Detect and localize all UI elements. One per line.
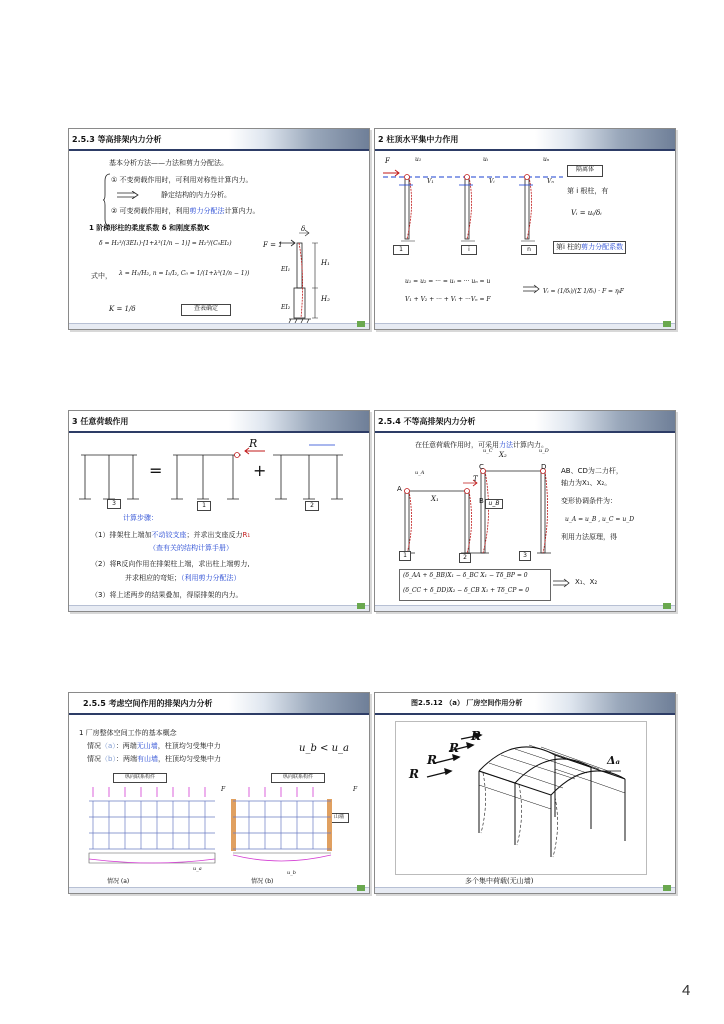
equals-sign: =: [149, 461, 163, 480]
label-F-b: F: [353, 786, 358, 793]
label-ui: uᵢ: [483, 156, 489, 163]
double-arrow-icon: [523, 283, 541, 295]
label-delta-a: Δₐ: [607, 754, 621, 767]
label-uB-box: u_B: [485, 499, 503, 509]
label-H2: H₂: [321, 295, 330, 303]
item-1: ① 不变荷载作用时，可利用对称性计算内力。: [111, 176, 253, 184]
eq-1: (δ_AA + δ_BB)X₁ − δ_BC X₁ − Tδ_BP = 0: [403, 572, 528, 579]
case-b: [87, 755, 221, 764]
header-rule: [69, 431, 369, 433]
city-skyline-banner: [229, 129, 369, 149]
brace-icon: [103, 173, 111, 227]
case-a: [87, 742, 221, 751]
slide-2: [374, 128, 676, 330]
footer-bar: [375, 605, 675, 611]
frame-bent-diagram: [379, 155, 565, 257]
label-Vi: Vᵢ: [489, 178, 495, 185]
label-Vn: Vₙ: [547, 178, 554, 185]
heading-highlight: 力法: [499, 441, 513, 449]
spatial-frame-plan-diagram: [83, 783, 363, 875]
caption-b: 情况 (b): [251, 878, 274, 885]
label-gable: 山墙: [329, 813, 349, 823]
case-a-tag: （a）: [101, 742, 116, 750]
double-arrow-icon: [553, 577, 571, 589]
next-slide-icon[interactable]: [357, 321, 365, 327]
item-2-post: 计算内力。: [224, 207, 260, 215]
column-box-i: i: [461, 245, 477, 255]
formula-K: K = 1/δ: [109, 305, 136, 313]
heading: 基本分析方法——力法和剪力分配法。: [109, 159, 228, 167]
case-b-pre: 情况: [87, 755, 101, 763]
case-a-pre: 情况: [87, 742, 101, 750]
slide-5: [68, 692, 370, 894]
diagram-box-3: 3: [107, 499, 121, 509]
slide-header: [375, 411, 675, 431]
slide-3: [68, 410, 370, 612]
label-un: uₙ: [543, 156, 550, 163]
header-rule: [69, 149, 369, 151]
label-u1: u₁: [415, 156, 422, 163]
diagram-box-2: 2: [305, 501, 319, 511]
eq-displacement: u₁ = u₂ = ··· = uᵢ = ··· uₙ = u: [405, 278, 491, 285]
item-1-detail: 静定结构的内力分析。: [161, 191, 231, 199]
eq-shear-distribution: Vᵢ = (1/δᵢ)/(Σ 1/δᵢ) · F = ηᵢF: [543, 288, 624, 295]
case-b-highlight: 有山墙: [136, 755, 158, 763]
city-skyline-banner: [535, 693, 675, 713]
label-C: C: [479, 463, 484, 471]
step-2: （2）将R反向作用在排架柱上端，求出柱上端剪力,: [91, 560, 250, 568]
city-skyline-banner: [535, 411, 675, 431]
header-rule: [375, 149, 675, 151]
slide-header: [69, 129, 369, 149]
label-ua: u_a: [193, 866, 202, 872]
label-H1: H₁: [321, 259, 330, 267]
figure-caption: 多个集中荷载(无山墙): [465, 877, 534, 885]
step-1-R: R₁: [242, 531, 251, 539]
slide-title: 3 任意荷载作用: [72, 417, 129, 426]
formula-F: F = 1: [263, 241, 283, 249]
eq-shear-sum: V₁ + V₂ + ··· + Vᵢ + ···Vₙ = F: [405, 296, 491, 303]
heading-pre: 在任意荷载作用时，可采用: [415, 441, 499, 449]
label-longitudinal-a: 纵向联系构件: [113, 773, 167, 783]
step-1-pre: （1）排架柱上端加: [91, 531, 152, 539]
step-2b-pre: 并求相应的弯矩；: [125, 574, 181, 582]
share-coefficient-box: [553, 241, 626, 254]
slide-title: 2.5.3 等高排架内力分析: [72, 135, 162, 144]
plus-sign: +: [253, 461, 267, 480]
slide-title: 图2.5.12 （a） 厂房空间作用分析: [411, 699, 523, 707]
label-T: T: [473, 475, 478, 483]
diagram-box-1: 1: [399, 551, 411, 561]
eq-2: (δ_CC + δ_DD)X₂ − δ_CB X₁ + Tδ_CP = 0: [403, 587, 530, 594]
next-slide-icon[interactable]: [357, 603, 365, 609]
footer-bar: [69, 887, 369, 893]
step-1-highlight: 不动铰支座: [151, 531, 187, 539]
text-compatibility: 变形协调条件为：: [561, 497, 617, 505]
subheading: 1 阶梯形柱的柔度系数 δ 和刚度系数K: [89, 224, 210, 232]
step-2b-highlight: （利用剪力分配法）: [181, 574, 241, 582]
label-ub: u_b: [287, 870, 296, 876]
city-skyline-banner: [229, 693, 369, 713]
label-EI2: EI₂: [281, 304, 291, 311]
item-2-highlight: 剪力分配法: [189, 207, 225, 215]
result: X₁、X₂: [575, 578, 598, 586]
label-delta: δ: [301, 225, 306, 233]
label-X2: X₂: [499, 451, 507, 459]
factory-space-frame-diagram: [459, 733, 635, 863]
lookup-box: 查表确定: [181, 304, 231, 316]
label-R-1: R: [409, 767, 419, 781]
case-a-highlight: 无山墙: [136, 742, 158, 750]
diagram-box-3: 3: [519, 551, 531, 561]
column-box-n: n: [521, 245, 537, 255]
next-slide-icon[interactable]: [357, 885, 365, 891]
label-F-a: F: [221, 786, 226, 793]
column-i-text: 第 i 根柱，有: [567, 187, 609, 195]
city-skyline-banner: [535, 129, 675, 149]
label-R: R: [249, 437, 258, 450]
slide-1: [68, 128, 370, 330]
label-F: F: [385, 157, 390, 165]
label-R-3: R: [449, 741, 459, 755]
footer-bar: [69, 323, 369, 329]
subheading: 1 厂房整体空间工作的基本概念: [79, 729, 177, 737]
slide-header: [375, 693, 675, 713]
text-two-force: AB、CD为二力杆，: [561, 467, 623, 475]
slide-header: [69, 411, 369, 431]
double-arrow-icon: [117, 191, 139, 199]
case-b-tag: （b）: [101, 755, 116, 763]
slide-header: [69, 693, 369, 713]
diagram-box-2: 2: [459, 553, 471, 563]
footer-bar: [375, 323, 675, 329]
label-B: B: [479, 497, 484, 505]
label-R-2: R: [427, 753, 437, 767]
heading-post: 计算内力。: [513, 441, 548, 449]
steps-title: 计算步骤：: [123, 514, 158, 522]
label-EI1: EI₁: [281, 266, 291, 273]
item-2: [111, 207, 260, 216]
slide-title: 2.5.4 不等高排架内力分析: [378, 417, 476, 426]
case-b-post: ，柱顶均匀受集中力: [157, 755, 221, 763]
next-slide-icon[interactable]: [663, 603, 671, 609]
case-b-mid: ：两端: [115, 755, 137, 763]
label-uD: u_D: [539, 448, 549, 454]
text-force-method: 利用力法原理，得: [561, 533, 617, 541]
header-rule: [375, 431, 675, 433]
column-box-1: 1: [393, 245, 409, 255]
city-skyline-banner: [229, 411, 369, 431]
caption-a: 情况 (a): [107, 878, 130, 885]
slide-6: [374, 692, 676, 894]
label-R-4: R: [471, 729, 481, 743]
slide-title: 2 柱顶水平集中力作用: [378, 135, 459, 144]
share-highlight: 剪力分配系数: [581, 243, 624, 251]
isolator-box: 隔离体: [567, 165, 603, 177]
step-2b: [125, 574, 241, 583]
where-label: 式中，: [91, 272, 112, 280]
step-1-post: ；并求出支座反力: [186, 531, 243, 539]
label-D: D: [541, 463, 547, 471]
label-X1: X₁: [431, 495, 439, 503]
page-number: 4: [682, 982, 691, 999]
text-axial: 轴力为X₁、X₂。: [561, 479, 612, 487]
slide-header: [375, 129, 675, 149]
step-3: （3）将上述两步的结果叠加，得原排架的内力。: [91, 591, 243, 599]
formula-compatibility: u_A = u_B , u_C = u_D: [565, 516, 635, 523]
header-rule: [69, 713, 369, 715]
label-longitudinal-b: 纵向联系构件: [271, 773, 325, 783]
footer-bar: [375, 887, 675, 893]
header-rule: [375, 713, 675, 715]
label-uC: u_C: [483, 448, 493, 454]
case-a-post: ，柱顶均匀受集中力: [157, 742, 221, 750]
footer-bar: [69, 605, 369, 611]
next-slide-icon[interactable]: [663, 321, 671, 327]
formula-where: λ = H₁/H₂, n = I₁/I₂, C₀ = 1/(1+λ³(1/n − 1)): [119, 270, 250, 277]
next-slide-icon[interactable]: [663, 885, 671, 891]
slide-4: [374, 410, 676, 612]
diagram-box-1: 1: [197, 501, 211, 511]
step-1-note: （查有关的结构计算手册）: [149, 544, 233, 552]
label-A: A: [397, 485, 402, 493]
heading: [415, 441, 548, 450]
formula-Vi: Vᵢ = uᵢ/δᵢ: [571, 209, 602, 217]
label-V1: V₁: [427, 178, 434, 185]
item-2-pre: ② 可变荷载作用时，利用: [111, 207, 190, 215]
formula-ub-ua: u_b < u_a: [299, 743, 349, 754]
slide-title: 2.5.5 考虑空间作用的排架内力分析: [83, 699, 213, 708]
formula-delta: δ = H₂³/(3EI₁)·[1+λ³(1/n − 1)] = H₂³/(C₀EI₂): [99, 240, 232, 247]
label-uA: u_A: [415, 470, 425, 476]
share-pre: 第i 柱的: [556, 243, 582, 251]
step-1: [91, 531, 250, 540]
case-a-mid: ：两端: [115, 742, 137, 750]
